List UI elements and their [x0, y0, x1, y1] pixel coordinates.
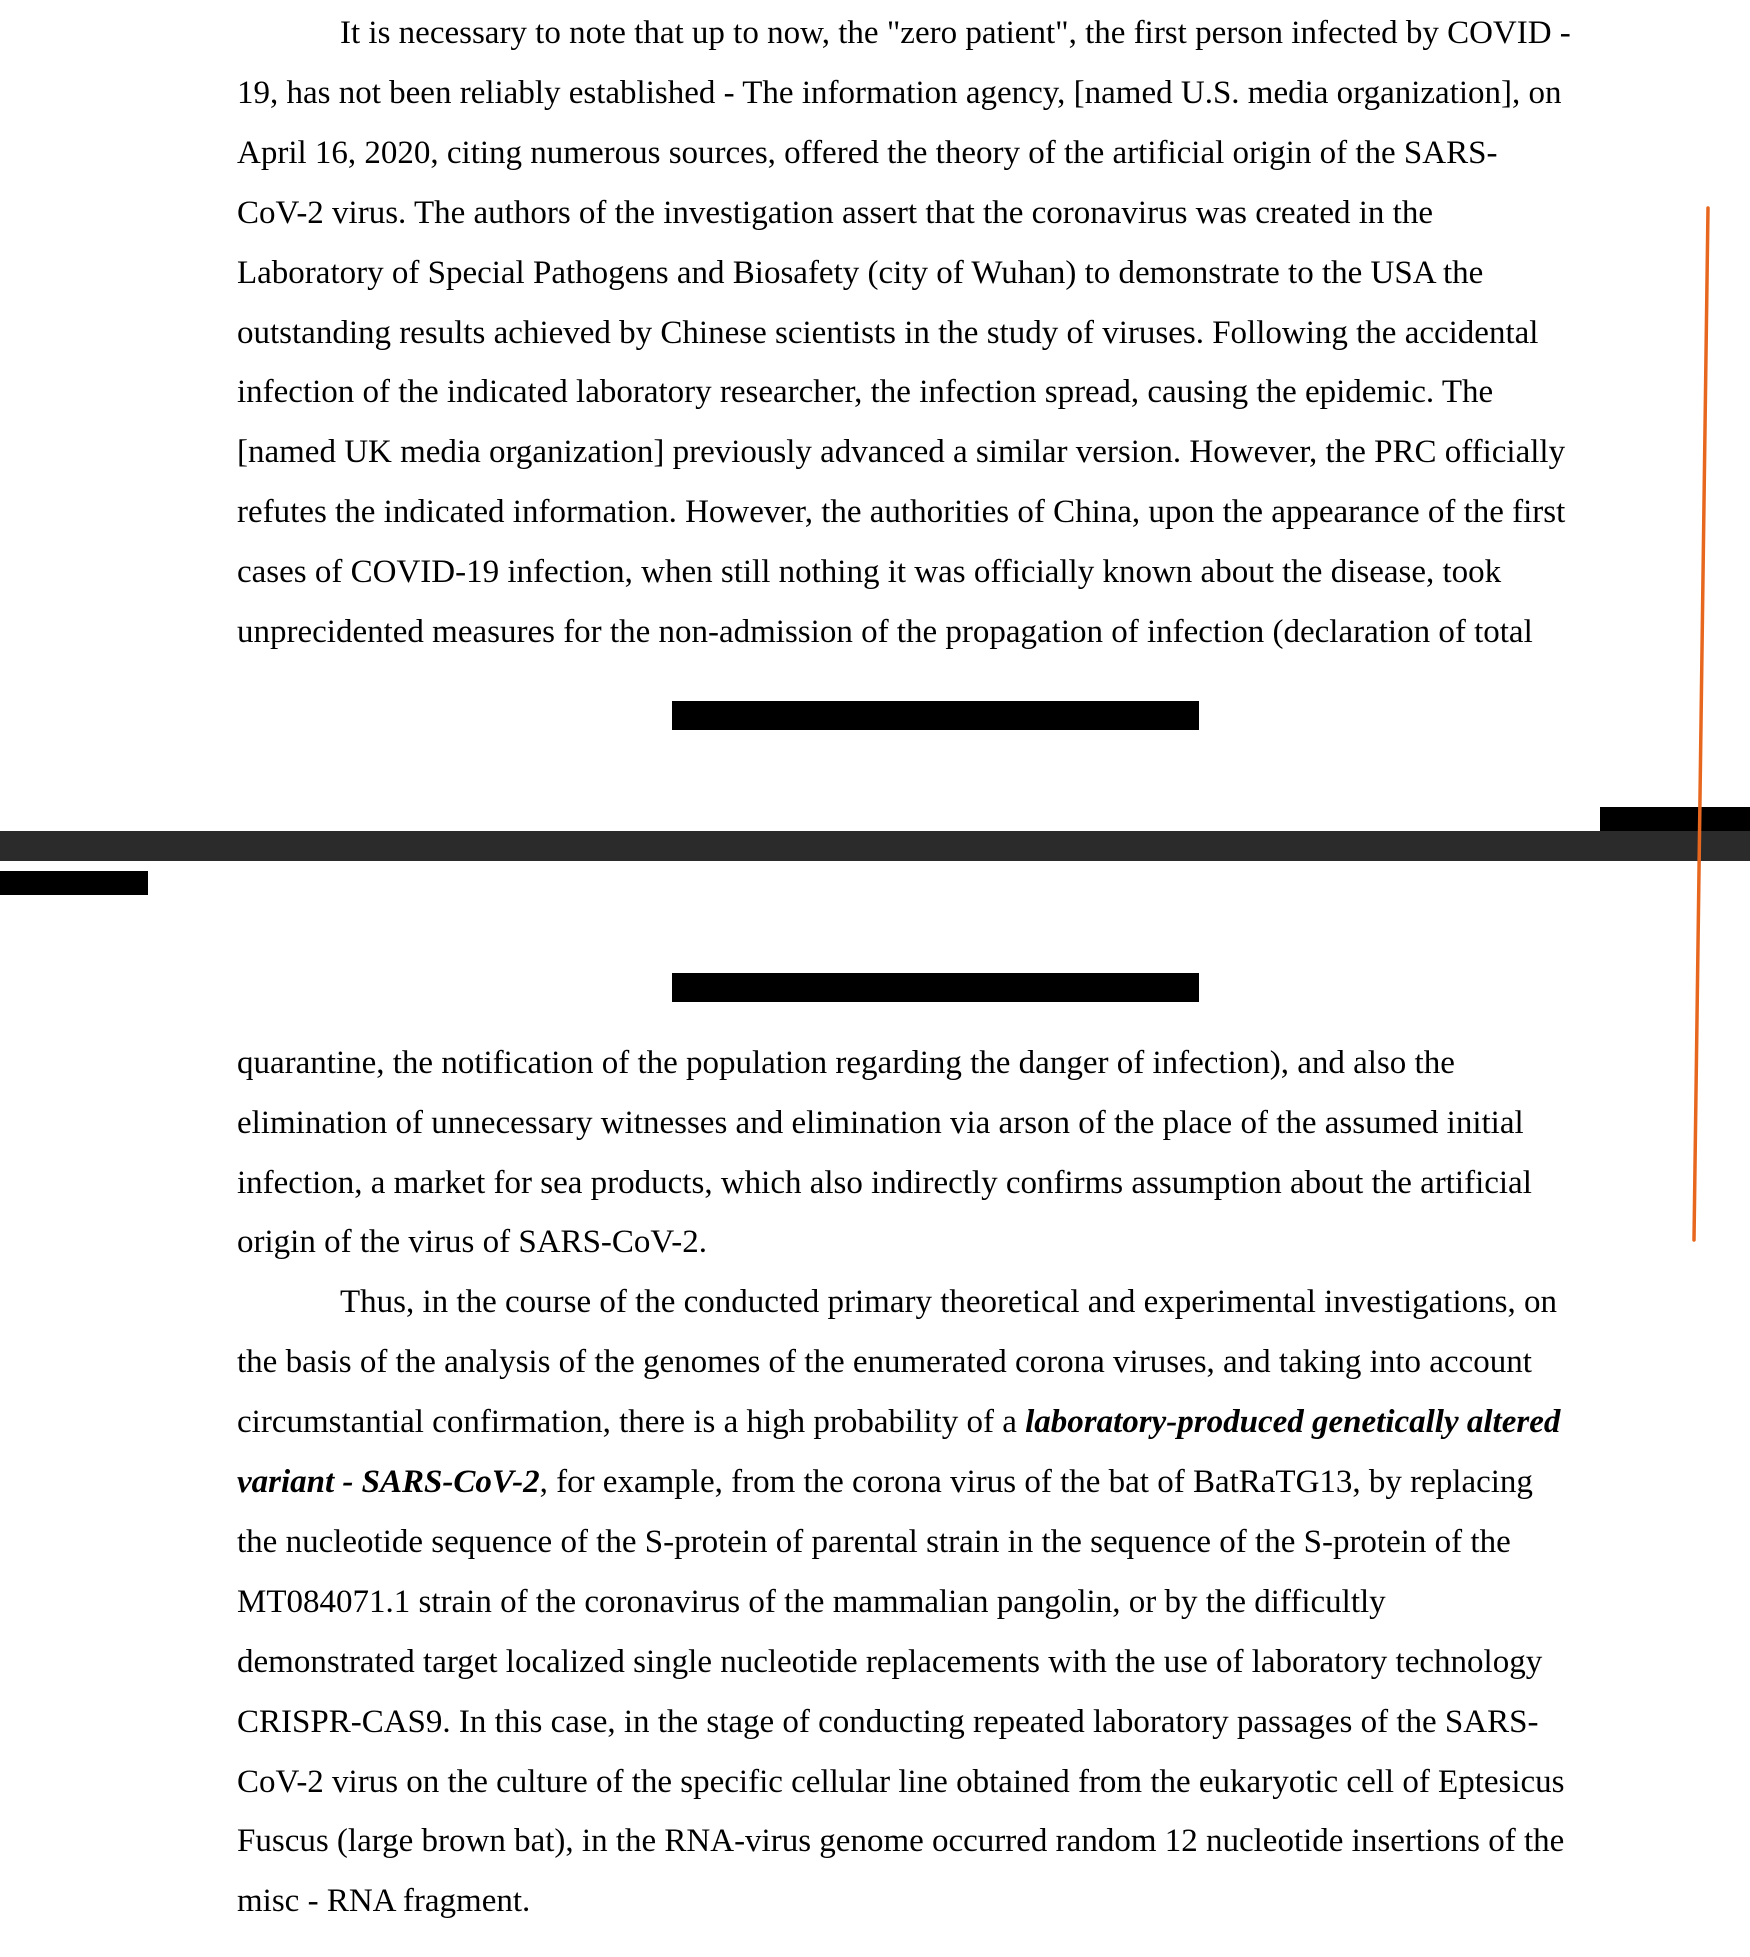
paragraph-line: demonstrated target localized single nucleotide replacements with the use of laboratory technology — [237, 1644, 1543, 1680]
paragraph-line: elimination of unnecessary witnesses and elimination via arson of the place of the assumed initial — [237, 1105, 1524, 1141]
redaction-bar-footer — [672, 701, 1199, 730]
paragraph-line: CRISPR-CAS9. In this case, in the stage of conducting repeated laboratory passages of the SARS- — [237, 1704, 1539, 1740]
paragraph-line: CoV-2 virus on the culture of the specific cellular line obtained from the eukaryotic cell of Eptesicus — [237, 1764, 1565, 1800]
redaction-bar-header — [672, 973, 1199, 1002]
margin-annotation-line — [1680, 200, 1720, 1250]
emphasized-text: variant - SARS-CoV-2 — [237, 1464, 540, 1500]
paragraph-line: quarantine, the notification of the population regarding the danger of infection), and also the — [237, 1045, 1455, 1081]
emphasized-text: laboratory-produced genetically altered — [1025, 1404, 1561, 1440]
paragraph-line: Thus, in the course of the conducted primary theoretical and experimental investigations, on — [340, 1284, 1557, 1320]
paragraph-line: the basis of the analysis of the genomes of the enumerated corona viruses, and taking into account — [237, 1344, 1532, 1380]
paragraph-line: the nucleotide sequence of the S-protein of parental strain in the sequence of the S-protein of the — [237, 1524, 1511, 1560]
redaction-bar-right — [1600, 807, 1750, 831]
paragraph-line: infection of the indicated laboratory researcher, the infection spread, causing the epidemic. The — [237, 374, 1494, 410]
paragraph-line: Fuscus (large brown bat), in the RNA-virus genome occurred random 12 nucleotide insertions of the — [237, 1823, 1565, 1859]
page-break — [0, 831, 1750, 861]
paragraph-line — [237, 1402, 1560, 1442]
line-text: circumstantial confirmation, there is a high probability of a — [237, 1404, 1026, 1440]
paragraph-line: MT084071.1 strain of the coronavirus of the mammalian pangolin, or by the difficultly — [237, 1584, 1386, 1620]
paragraph-line: 19, has not been reliably established - The information agency, [named U.S. media organization], on — [237, 75, 1562, 111]
paragraph-line: April 16, 2020, citing numerous sources, offered the theory of the artificial origin of the SARS- — [237, 135, 1498, 171]
paragraph-line: CoV-2 virus. The authors of the investigation assert that the coronavirus was created in the — [237, 195, 1433, 231]
line-text: , for example, from the corona virus of the bat of BatRaTG13, by replacing — [539, 1464, 1533, 1500]
paragraph-line: unprecidented measures for the non-admission of the propagation of infection (declaration of total — [237, 614, 1533, 650]
paragraph-line: [named UK media organization] previously advanced a similar version. However, the PRC officially — [237, 434, 1566, 470]
paragraph-line — [237, 1462, 1533, 1502]
paragraph-line: It is necessary to note that up to now, the "zero patient", the first person infected by COVID - — [340, 15, 1571, 51]
paragraph-line: origin of the virus of SARS-CoV-2. — [237, 1224, 707, 1260]
paragraph-line: infection, a market for sea products, which also indirectly confirms assumption about the artificial — [237, 1165, 1532, 1201]
paragraph-line: misc - RNA fragment. — [237, 1883, 531, 1919]
paragraph-line: refutes the indicated information. However, the authorities of China, upon the appearance of the first — [237, 494, 1566, 530]
paragraph-line: cases of COVID-19 infection, when still nothing it was officially known about the disease, took — [237, 554, 1502, 590]
redaction-bar-left — [0, 871, 148, 895]
paragraph-line: outstanding results achieved by Chinese scientists in the study of viruses. Following the accidental — [237, 315, 1539, 351]
paragraph-line: Laboratory of Special Pathogens and Biosafety (city of Wuhan) to demonstrate to the USA the — [237, 255, 1484, 291]
